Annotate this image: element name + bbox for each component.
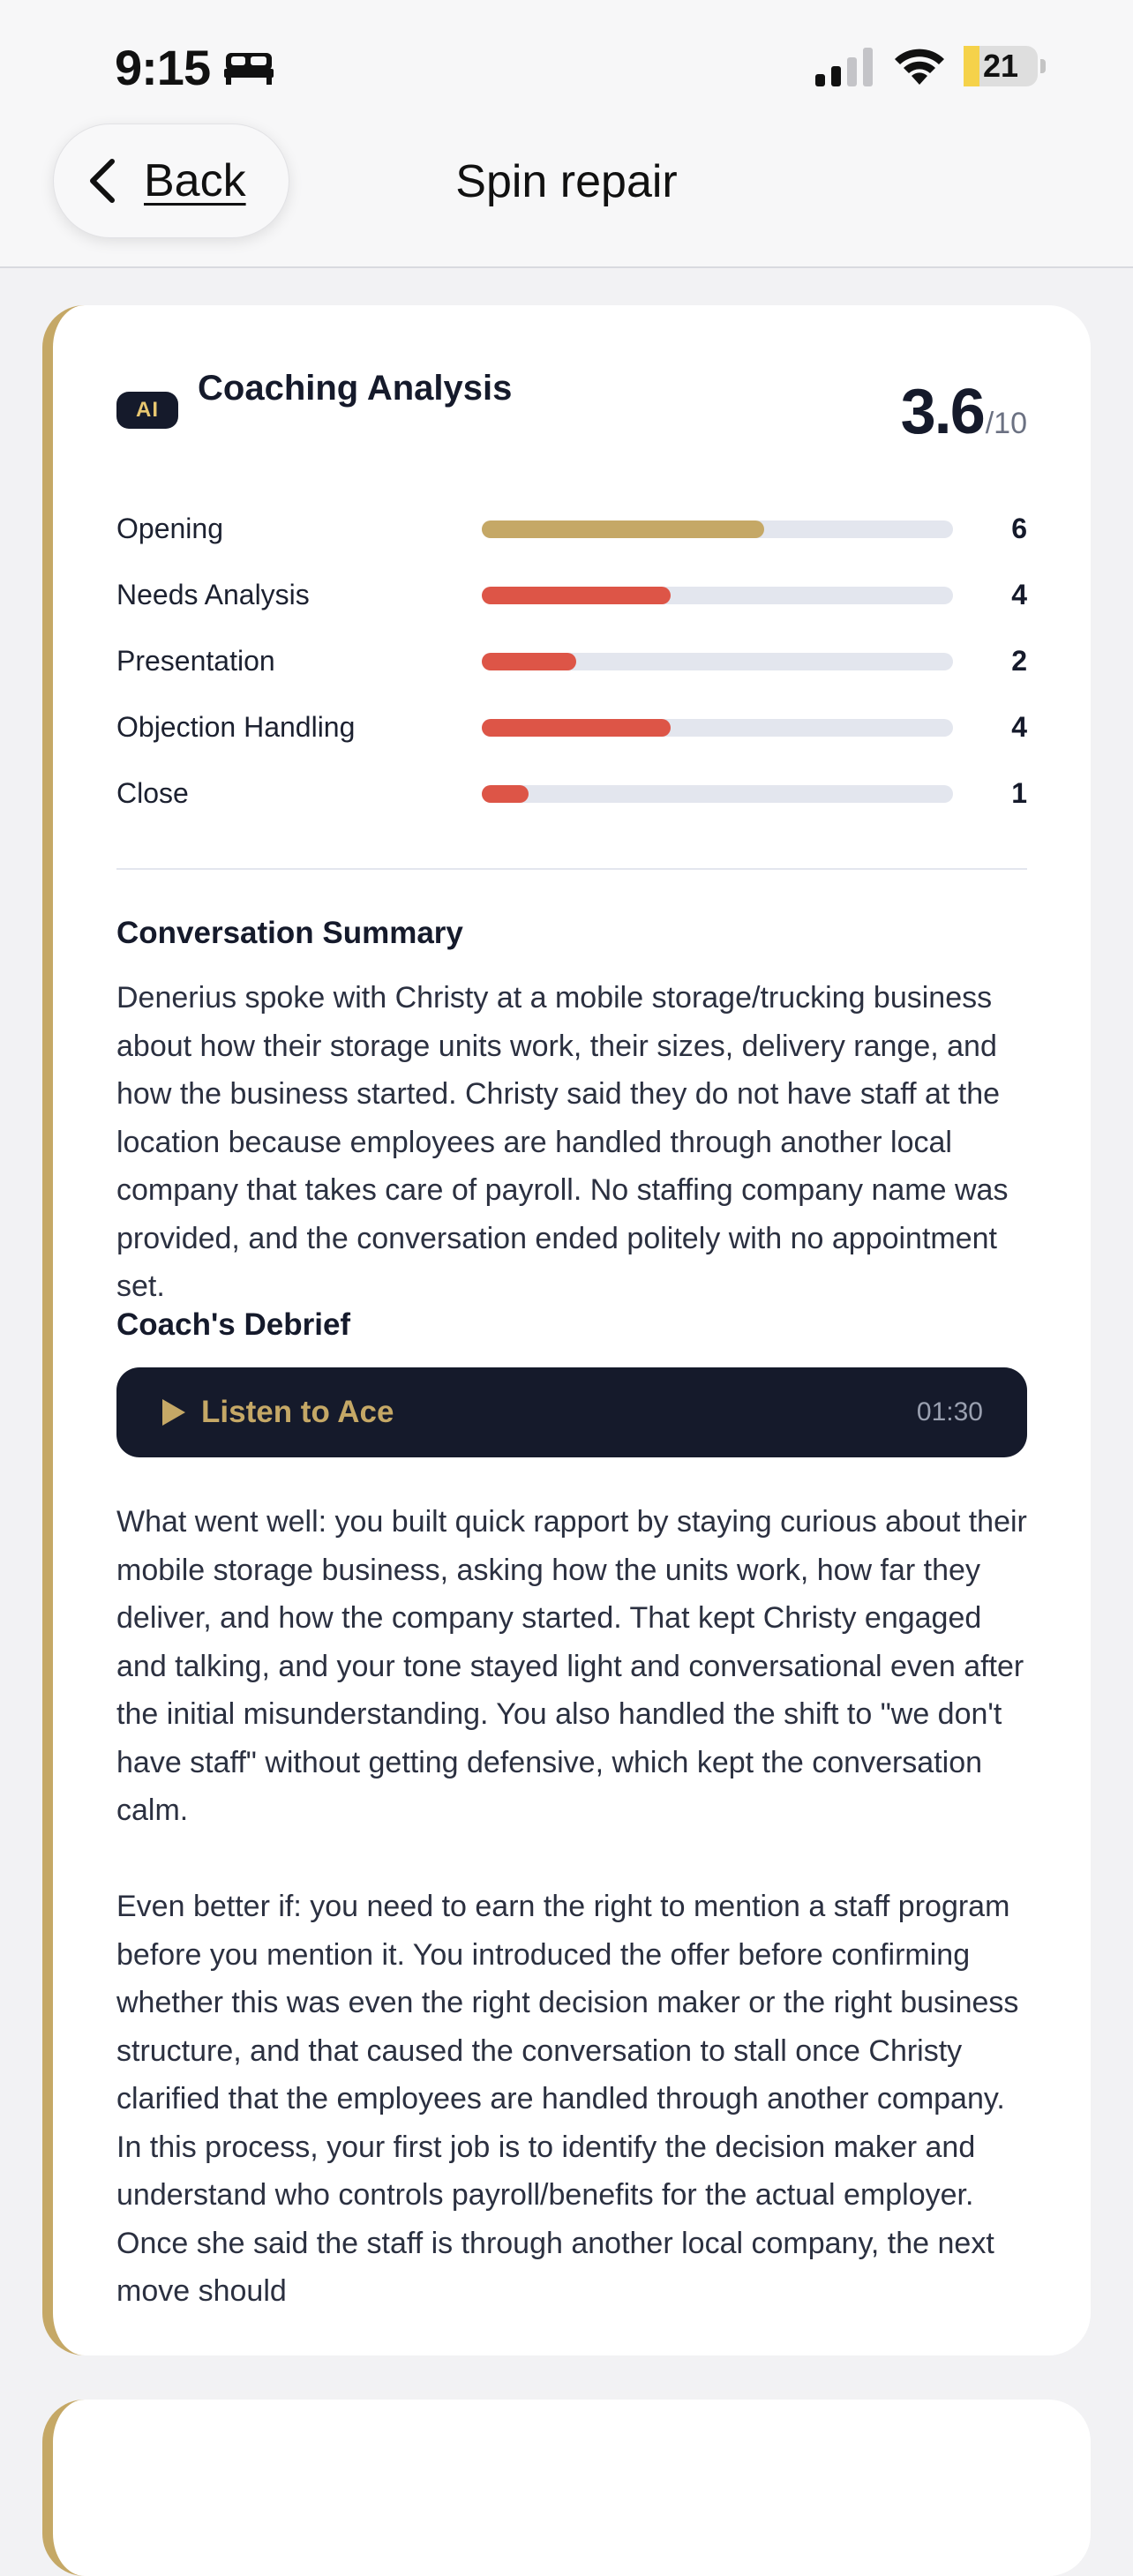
page-title: Spin repair — [455, 156, 678, 207]
coaching-analysis-card — [42, 305, 1091, 2355]
metric-row — [116, 506, 1027, 573]
metric-bar-fill — [482, 719, 671, 737]
metric-row — [116, 639, 1027, 705]
metric-bar-fill — [482, 785, 529, 803]
debrief-text-scroll[interactable] — [116, 1498, 1034, 2308]
metric-label: Presentation — [116, 645, 275, 677]
audio-duration: 01:30 — [916, 1397, 983, 1427]
debrief-title: Coach's Debrief — [116, 1307, 351, 1342]
metric-label: Opening — [116, 513, 223, 544]
status-time: 9:15 — [115, 40, 211, 95]
metric-row — [116, 771, 1027, 837]
metric-label: Needs Analysis — [116, 579, 310, 610]
listen-to-ace-button[interactable] — [116, 1367, 1027, 1457]
metric-bar-track — [482, 653, 953, 670]
battery-icon — [964, 46, 1047, 86]
navigation-bar — [0, 115, 1133, 268]
play-icon — [162, 1399, 185, 1426]
chevron-left-icon — [87, 158, 117, 204]
metric-score: 1 — [1011, 777, 1027, 809]
metric-bar-track — [482, 520, 953, 538]
debrief-paragraph: Even better if: you need to earn the right to mention a staff program before you mention it. You introduced the offer before confirming whether this was even the right decision maker or the right business structure, and that caused the conversation to stall once Christy clarified that the employees are handled through another company. In this process, your first job is to identify the decision maker and understand who controls payroll/benefits for the actual employer. Once she said the staff is through another local company, the next move should — [116, 1890, 1019, 2308]
summary-title: Conversation Summary — [116, 916, 463, 950]
score-max: /10 — [985, 407, 1027, 440]
next-card — [42, 2400, 1091, 2576]
metric-label: Objection Handling — [116, 711, 356, 743]
metric-score: 4 — [1011, 579, 1027, 610]
back-button-label: Back — [144, 155, 246, 206]
metric-score: 6 — [1011, 513, 1027, 544]
wifi-icon — [891, 44, 948, 86]
divider — [116, 868, 1027, 870]
score-value: 3.6 — [900, 377, 984, 447]
listen-label: Listen to Ace — [201, 1395, 394, 1429]
metric-row — [116, 573, 1027, 639]
debrief-paragraph: What went well: you built quick rapport by staying curious about their mobile storage business, asking how the units work, how far they deliver, and how the company started. That kept Christy engaged and talking, and your tone stayed light and conversational even after the initial misunderstanding. You also handled the shift to "we don't have staff" without getting defensive, which kept the conversation calm. — [116, 1505, 1027, 1827]
overall-score — [901, 376, 1027, 448]
card-title: Coaching Analysis — [198, 369, 513, 408]
metric-list — [116, 506, 1027, 837]
metric-score: 4 — [1011, 711, 1027, 743]
status-bar — [0, 0, 1133, 132]
metric-bar-track — [482, 587, 953, 604]
back-button[interactable] — [53, 124, 289, 238]
ai-badge: AI — [116, 392, 178, 429]
metric-bar-fill — [482, 587, 671, 604]
metric-bar-fill — [482, 520, 764, 538]
metric-label: Close — [116, 777, 189, 809]
metric-bar-track — [482, 785, 953, 803]
metric-row — [116, 705, 1027, 771]
summary-text: Denerius spoke with Christy at a mobile storage/trucking business about how their storage units work, their sizes, delivery range, and how the business started. Christy said they do not have staff at the location because employees are handled through another local company that takes care of payroll. No staffing company name was provided, and the conversation ended politely with no appointment set. — [116, 981, 1009, 1303]
metric-bar-track — [482, 719, 953, 737]
bed-icon — [224, 49, 274, 85]
signal-icon — [815, 48, 874, 86]
battery-percent: 21 — [982, 48, 1019, 84]
metric-bar-fill — [482, 653, 576, 670]
metric-score: 2 — [1011, 645, 1027, 677]
